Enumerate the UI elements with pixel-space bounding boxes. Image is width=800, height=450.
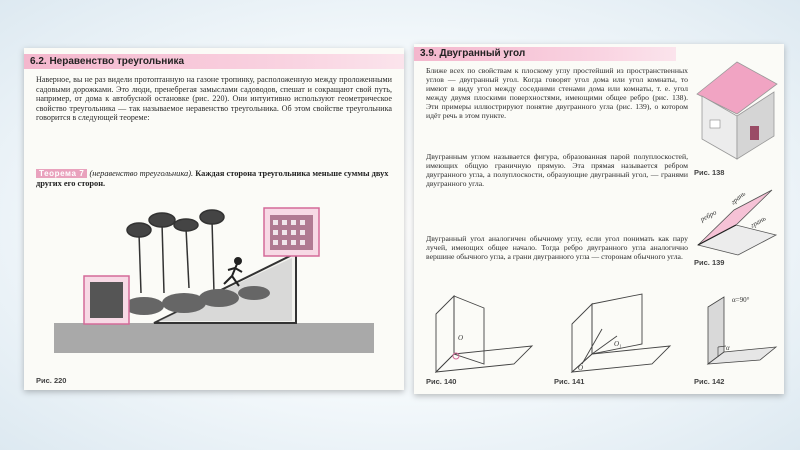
right-angle-label: α=90° [732,296,750,304]
figure-141-caption: Рис. 141 [554,377,585,386]
figure-220-caption: Рис. 220 [36,376,67,385]
right-textbook-page [414,44,784,394]
figure-141-dihedral [542,284,672,379]
bus-stop-box [84,276,129,324]
house-building [264,208,319,256]
theorem-text: Каждая сторона треугольника меньше суммы двух других его сторон. [36,169,389,189]
theorem-label: Теорема 7 [36,169,87,178]
figure-142-right-dihedral [688,292,778,382]
figure-220-illustration [24,48,404,390]
figure-139-caption: Рис. 139 [694,258,725,267]
left-section-header: 6.2. Неравенство треугольника [24,54,404,69]
alpha-label: α [726,344,730,352]
figure-138-caption: Рис. 138 [694,168,725,177]
theorem-name: (неравенство треугольника). [89,169,194,178]
ground-strip [54,323,374,353]
face-label-2: грань [749,214,768,230]
left-textbook-page [24,48,404,390]
dihedral-intro-paragraph: Ближе всех по свойствам к плоскому углу простейший из пространственных углов — двугранный угол. Когда говорят угол дома или угол комнаты, то имеют в виду угол между соседними стенами дома или комнаты, т. е. угол между двумя плоскими поверхностями, имеющими общее ребро (рис. 138). Эти примеры иллюстрируют понятие двугранного угла (рис. 139), о котором идёт речь в этом пункте. [426,66,688,121]
vertex-label-o-140: O [458,334,464,342]
edge-label: ребро [699,208,718,224]
vertex-label-o-141: O [578,364,584,372]
figure-140-caption: Рис. 140 [426,377,457,386]
dihedral-definition-paragraph: Двугранным углом называется фигура, образованная парой полуплоскостей, имеющих общую граничную прямую. Эта прямая называется ребром двугранного угла, а полуплоскости, образующие двугранный угол, — гранями двугранного угла. [426,152,688,189]
vertex-label-o1-141: O₁ [614,340,622,348]
figure-140-dihedral [424,284,539,379]
left-intro-paragraph: Наверное, вы не раз видели протоптанную на газоне тропинку, расположенную между проложенными садовыми дорожками. Это люди, пренебрегая замыслами садоводов, спешат и сокращают свой путь, например, от дома к автобусной остановке (рис. 220). Они интуитивно используют геометрическое свойство треугольника — так называемое неравенство треугольника. Об этом свойстве треугольника говорится в следующей теореме: [36,75,392,123]
figure-142-caption: Рис. 142 [694,377,725,386]
right-section-header: 3.9. Двугранный угол [414,47,676,61]
dihedral-analogy-paragraph: Двугранный угол аналогичен обычному углу, если угол понимать как пару лучей, имеющих общее начало. Тогда ребро двугранного угла аналогично вершине обычного угла, а грани двугранного угла — сторонам обычного угла. [426,234,688,262]
figure-138-house [692,54,782,164]
face-label-1: грань [729,189,748,207]
tree-group [127,210,224,293]
